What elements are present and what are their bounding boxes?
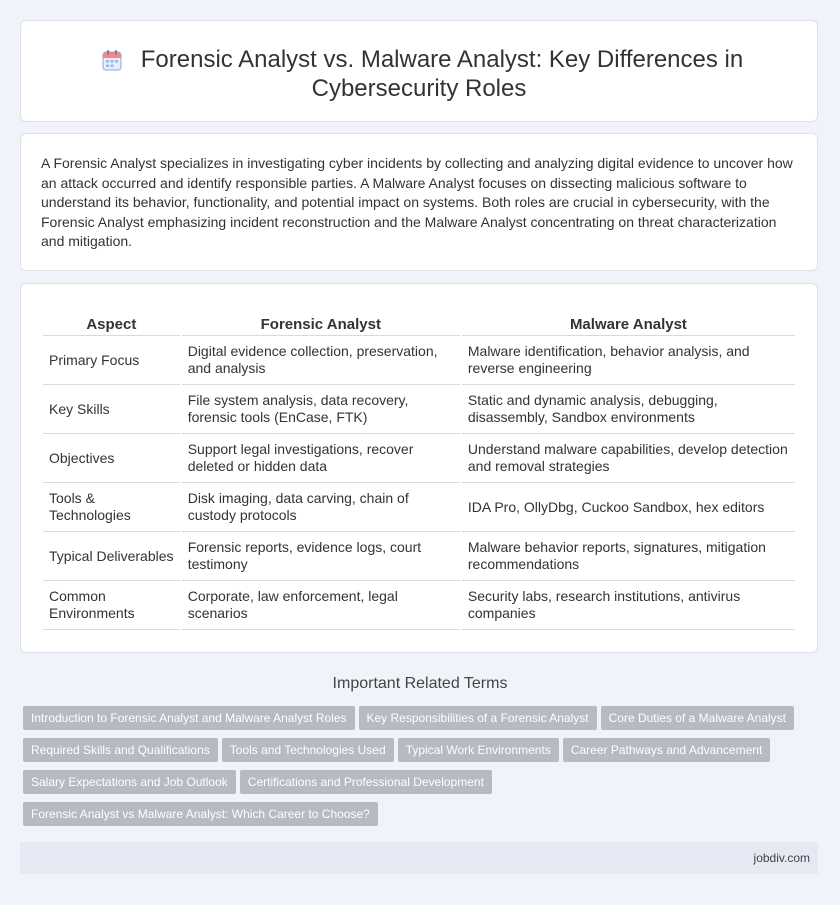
table-row — [43, 532, 795, 581]
header-malware-analyst: Malware Analyst — [462, 314, 795, 336]
related-term-tag[interactable]: Forensic Analyst vs Malware Analyst: Which Career to Choose? — [23, 802, 378, 826]
cell-forensic: Corporate, law enforcement, legal scenarios — [182, 581, 460, 630]
related-term-tag[interactable]: Salary Expectations and Job Outlook — [23, 770, 236, 794]
cell-aspect: Objectives — [43, 434, 180, 483]
related-terms-heading: Important Related Terms — [332, 675, 508, 692]
intro-card — [20, 133, 818, 271]
related-term-tag[interactable]: Required Skills and Qualifications — [23, 738, 218, 762]
page-title-line-1: Forensic Analyst vs. Malware Analyst: Key Differences in — [140, 46, 744, 73]
cell-forensic: Disk imaging, data carving, chain of custody protocols — [182, 483, 460, 532]
cell-malware: IDA Pro, OllyDbg, Cuckoo Sandbox, hex editors — [462, 483, 795, 532]
related-term-tag[interactable]: Certifications and Professional Development — [240, 770, 492, 794]
cell-forensic: File system analysis, data recovery, forensic tools (EnCase, FTK) — [182, 385, 460, 434]
header-aspect: Aspect — [43, 314, 180, 336]
table-row — [43, 581, 795, 630]
related-term-tag[interactable]: Key Responsibilities of a Forensic Analyst — [359, 706, 597, 730]
cell-aspect: Primary Focus — [43, 336, 180, 385]
header-forensic-analyst: Forensic Analyst — [182, 314, 460, 336]
comparison-card — [20, 283, 818, 653]
table-row — [43, 385, 795, 434]
related-term-tag[interactable]: Core Duties of a Malware Analyst — [601, 706, 794, 730]
cell-malware: Understand malware capabilities, develop detection and removal strategies — [462, 434, 795, 483]
cell-aspect: Common Environments — [43, 581, 180, 630]
related-term-tag[interactable]: Tools and Technologies Used — [222, 738, 394, 762]
cell-malware: Malware behavior reports, signatures, mitigation recommendations — [462, 532, 795, 581]
table-row — [43, 483, 795, 532]
table-row — [43, 336, 795, 385]
related-terms-list — [23, 706, 823, 834]
related-term-tag[interactable]: Typical Work Environments — [398, 738, 559, 762]
cell-malware: Static and dynamic analysis, debugging, disassembly, Sandbox environments — [462, 385, 795, 434]
intro-paragraph: A Forensic Analyst specializes in investigating cyber incidents by collecting and analyzing digital evidence to uncover how an attack occurred and identify responsible parties. A Malware Analyst focuses on dissecting malicious software to understand its behavior, functionality, and potential impact on systems. Both roles are crucial in cybersecurity, with the Forensic Analyst emphasizing incident reconstruction and the Malware Analyst concentrating on threat characterization and mitigation. — [41, 155, 793, 250]
page-title-line-2: Cybersecurity Roles — [311, 75, 527, 102]
header-card — [20, 20, 818, 122]
cell-forensic: Digital evidence collection, preservation, and analysis — [182, 336, 460, 385]
cell-aspect: Tools & Technologies — [43, 483, 180, 532]
table-row — [43, 434, 795, 483]
cell-aspect: Key Skills — [43, 385, 180, 434]
related-term-tag[interactable]: Career Pathways and Advancement — [563, 738, 770, 762]
footer — [20, 842, 818, 874]
page-title — [21, 45, 817, 103]
related-term-tag[interactable]: Introduction to Forensic Analyst and Malware Analyst Roles — [23, 706, 355, 730]
cell-aspect: Typical Deliverables — [43, 532, 180, 581]
footer-site-link[interactable]: jobdiv.com — [753, 851, 810, 865]
cell-malware: Security labs, research institutions, antivirus companies — [462, 581, 795, 630]
cell-forensic: Forensic reports, evidence logs, court testimony — [182, 532, 460, 581]
table-header-row — [43, 314, 795, 336]
comparison-table — [41, 314, 797, 630]
cell-malware: Malware identification, behavior analysis, and reverse engineering — [462, 336, 795, 385]
cell-forensic: Support legal investigations, recover deleted or hidden data — [182, 434, 460, 483]
